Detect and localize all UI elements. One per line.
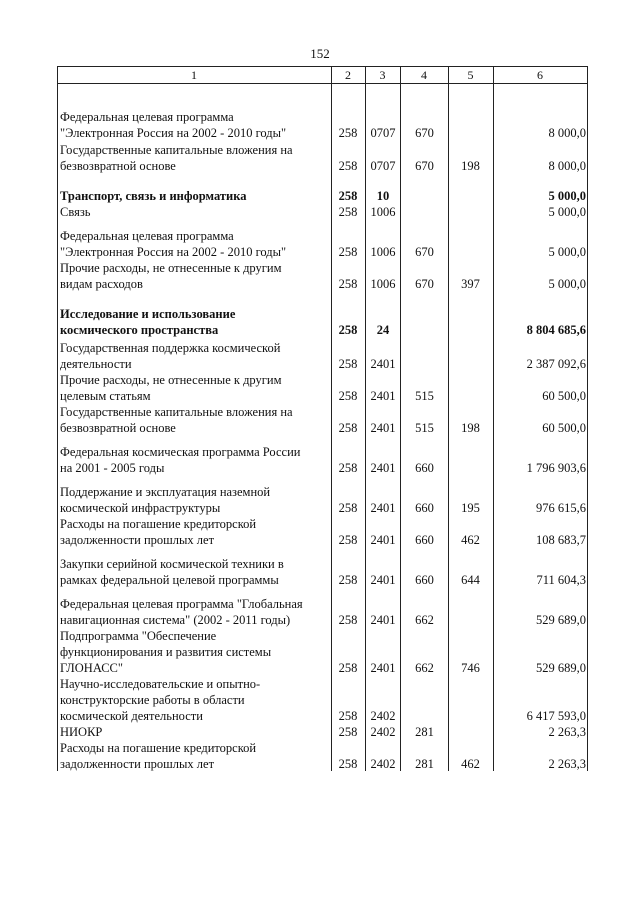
row-name-line: Поддержание и эксплуатация наземной xyxy=(60,485,271,499)
budget-table xyxy=(57,66,588,771)
row-name-line: Государственные капитальные вложения на xyxy=(60,405,293,419)
cell-c4: 660 xyxy=(415,573,434,587)
cell-c3: 0707 xyxy=(370,159,396,173)
row-name-line: Федеральная целевая программа "Глобальная xyxy=(60,597,303,611)
cell-c3: 2401 xyxy=(370,613,396,627)
row-name-line: ГЛОНАСС" xyxy=(60,661,124,675)
cell-c3: 0707 xyxy=(370,126,396,140)
cell-c3: 10 xyxy=(376,189,390,203)
row-name-line: Расходы на погашение кредиторской xyxy=(60,517,257,531)
cell-c2: 258 xyxy=(338,757,358,771)
row-name-line: функционирования и развития системы xyxy=(60,645,272,659)
cell-c3: 1006 xyxy=(370,277,396,291)
row-name-line: Исследование и использование xyxy=(60,307,236,321)
cell-c2: 258 xyxy=(338,725,358,739)
table-row xyxy=(57,444,588,476)
row-name-line: НИОКР xyxy=(60,725,103,739)
row-name xyxy=(60,372,322,404)
cell-c3: 2401 xyxy=(370,533,396,547)
row-name-line: целевым статьям xyxy=(60,389,151,403)
cell-c3: 2402 xyxy=(370,725,396,739)
row-name-line: безвозвратной основе xyxy=(60,421,176,435)
column-header-1: 1 xyxy=(191,68,197,82)
table-row xyxy=(57,404,588,436)
cell-c6: 5 000,0 xyxy=(548,245,586,259)
table-row xyxy=(57,372,588,404)
cell-c5: 397 xyxy=(461,277,480,291)
cell-c6: 60 500,0 xyxy=(542,389,586,403)
row-name-line: Государственная поддержка космической xyxy=(60,341,281,355)
row-name-line: Прочие расходы, не отнесенные к другим xyxy=(60,373,282,387)
row-name-line: Подпрограмма "Обеспечение xyxy=(60,629,217,643)
cell-c6: 529 689,0 xyxy=(536,661,586,675)
cell-c4: 670 xyxy=(415,245,434,259)
cell-c6: 5 000,0 xyxy=(548,205,586,219)
row-name-line: Связь xyxy=(60,205,91,219)
row-name-line: Расходы на погашение кредиторской xyxy=(60,741,257,755)
cell-c4: 660 xyxy=(415,501,434,515)
table-row xyxy=(57,204,588,220)
cell-c3: 2402 xyxy=(370,709,396,723)
row-name-line: видам расходов xyxy=(60,277,143,291)
cell-c2: 258 xyxy=(338,126,358,140)
row-name-line: Федеральная целевая программа xyxy=(60,229,234,243)
table-row xyxy=(57,188,588,204)
row-name xyxy=(60,204,322,220)
table-row xyxy=(57,228,588,260)
cell-c2: 258 xyxy=(338,277,358,291)
cell-c4: 670 xyxy=(415,126,434,140)
cell-c4: 662 xyxy=(415,613,434,627)
row-name-line: космического пространства xyxy=(60,323,219,337)
row-name xyxy=(60,740,322,772)
cell-c4: 670 xyxy=(415,159,434,173)
row-name xyxy=(60,444,322,476)
cell-c4: 660 xyxy=(415,533,434,547)
row-name xyxy=(60,596,322,628)
cell-c2: 258 xyxy=(338,357,358,371)
cell-c4: 281 xyxy=(415,725,434,739)
cell-c4: 670 xyxy=(415,277,434,291)
cell-c2: 258 xyxy=(338,421,358,435)
table-row xyxy=(57,109,588,141)
table-row xyxy=(57,596,588,628)
row-name xyxy=(60,260,322,292)
column-header-5: 5 xyxy=(467,68,474,82)
table-row xyxy=(57,556,588,588)
row-name xyxy=(60,628,322,676)
row-name xyxy=(60,556,322,588)
table-row xyxy=(57,260,588,292)
cell-c3: 2401 xyxy=(370,357,396,371)
cell-c3: 24 xyxy=(376,323,390,337)
cell-c4: 281 xyxy=(415,757,434,771)
cell-c2: 258 xyxy=(338,501,358,515)
row-name-line: Федеральная целевая программа xyxy=(60,110,234,124)
row-name-line: Прочие расходы, не отнесенные к другим xyxy=(60,261,282,275)
cell-c3: 2401 xyxy=(370,421,396,435)
cell-c2: 258 xyxy=(338,245,358,259)
row-name-line: на 2001 - 2005 годы xyxy=(60,461,165,475)
row-name-line: конструкторские работы в области xyxy=(60,693,245,707)
cell-c3: 1006 xyxy=(370,245,396,259)
cell-c5: 462 xyxy=(461,533,480,547)
table-row xyxy=(57,484,588,516)
cell-c2: 258 xyxy=(338,323,358,337)
row-name-line: задолженности прошлых лет xyxy=(60,757,215,771)
row-name-line: безвозвратной основе xyxy=(60,159,176,173)
row-name xyxy=(60,340,322,372)
cell-c6: 8 000,0 xyxy=(548,126,586,140)
cell-c2: 258 xyxy=(338,573,358,587)
cell-c2: 258 xyxy=(338,461,358,475)
row-name xyxy=(60,142,322,174)
table-row xyxy=(57,516,588,548)
cell-c5: 644 xyxy=(461,573,480,587)
cell-c2: 258 xyxy=(338,661,358,675)
cell-c2: 258 xyxy=(338,613,358,627)
row-name xyxy=(60,676,322,724)
cell-c5: 195 xyxy=(461,501,480,515)
cell-c5: 462 xyxy=(461,757,480,771)
row-name-line: навигационная система" (2002 - 2011 годы) xyxy=(60,613,291,627)
cell-c2: 258 xyxy=(338,159,358,173)
row-name xyxy=(60,188,322,204)
cell-c4: 662 xyxy=(415,661,434,675)
column-header-6: 6 xyxy=(537,68,543,82)
row-name-line: Научно-исследовательские и опытно- xyxy=(60,677,261,691)
row-name xyxy=(60,404,322,436)
table-row xyxy=(57,676,588,724)
cell-c3: 2401 xyxy=(370,661,396,675)
cell-c6: 8 804 685,6 xyxy=(526,323,586,337)
table-row xyxy=(57,306,588,338)
cell-c2: 258 xyxy=(338,709,358,723)
cell-c2: 258 xyxy=(338,533,358,547)
cell-c3: 2401 xyxy=(370,501,396,515)
cell-c5: 198 xyxy=(461,159,480,173)
column-header-3: 3 xyxy=(379,68,386,82)
cell-c3: 1006 xyxy=(370,205,396,219)
column-header-2: 2 xyxy=(345,68,351,82)
table-row xyxy=(57,740,588,772)
row-name-line: космической инфраструктуры xyxy=(60,501,221,515)
cell-c6: 2 387 092,6 xyxy=(526,357,586,371)
cell-c2: 258 xyxy=(338,389,358,403)
cell-c4: 660 xyxy=(415,461,434,475)
cell-c2: 258 xyxy=(338,189,358,203)
row-name-line: Закупки серийной космической техники в xyxy=(60,557,284,571)
cell-c6: 1 796 903,6 xyxy=(526,461,586,475)
row-name-line: космической деятельности xyxy=(60,709,203,723)
table-row xyxy=(57,628,588,676)
row-name-line: деятельности xyxy=(60,357,132,371)
cell-c5: 746 xyxy=(461,661,480,675)
row-name xyxy=(60,724,322,740)
row-name xyxy=(60,109,322,141)
row-name-line: рамках федеральной целевой программы xyxy=(60,573,279,587)
table-row xyxy=(57,340,588,372)
row-name-line: "Электронная Россия на 2002 - 2010 годы" xyxy=(60,245,287,259)
cell-c6: 976 615,6 xyxy=(536,501,586,515)
row-name-line: задолженности прошлых лет xyxy=(60,533,215,547)
table-row xyxy=(57,142,588,174)
cell-c6: 108 683,7 xyxy=(536,533,586,547)
row-name xyxy=(60,516,322,548)
cell-c6: 60 500,0 xyxy=(542,421,586,435)
cell-c6: 6 417 593,0 xyxy=(526,709,586,723)
row-name-line: Государственные капитальные вложения на xyxy=(60,143,293,157)
cell-c6: 711 604,3 xyxy=(536,573,586,587)
cell-c6: 5 000,0 xyxy=(548,277,586,291)
cell-c6: 2 263,3 xyxy=(548,725,586,739)
cell-c3: 2402 xyxy=(370,757,396,771)
row-name xyxy=(60,228,322,260)
cell-c3: 2401 xyxy=(370,461,396,475)
cell-c5: 198 xyxy=(461,421,480,435)
cell-c4: 515 xyxy=(415,421,434,435)
column-header-4: 4 xyxy=(421,68,427,82)
header-bottom-border xyxy=(57,83,588,84)
row-name xyxy=(60,306,322,338)
table-row xyxy=(57,724,588,740)
cell-c6: 529 689,0 xyxy=(536,613,586,627)
cell-c2: 258 xyxy=(338,205,358,219)
cell-c6: 8 000,0 xyxy=(548,159,586,173)
row-name-line: "Электронная Россия на 2002 - 2010 годы" xyxy=(60,126,287,140)
page-number: 152 xyxy=(310,46,330,61)
row-name-line: Федеральная космическая программа России xyxy=(60,445,301,459)
cell-c6: 2 263,3 xyxy=(548,757,586,771)
cell-c3: 2401 xyxy=(370,573,396,587)
cell-c4: 515 xyxy=(415,389,434,403)
row-name-line: Транспорт, связь и информатика xyxy=(60,189,247,203)
cell-c3: 2401 xyxy=(370,389,396,403)
row-name xyxy=(60,484,322,516)
cell-c6: 5 000,0 xyxy=(548,189,586,203)
